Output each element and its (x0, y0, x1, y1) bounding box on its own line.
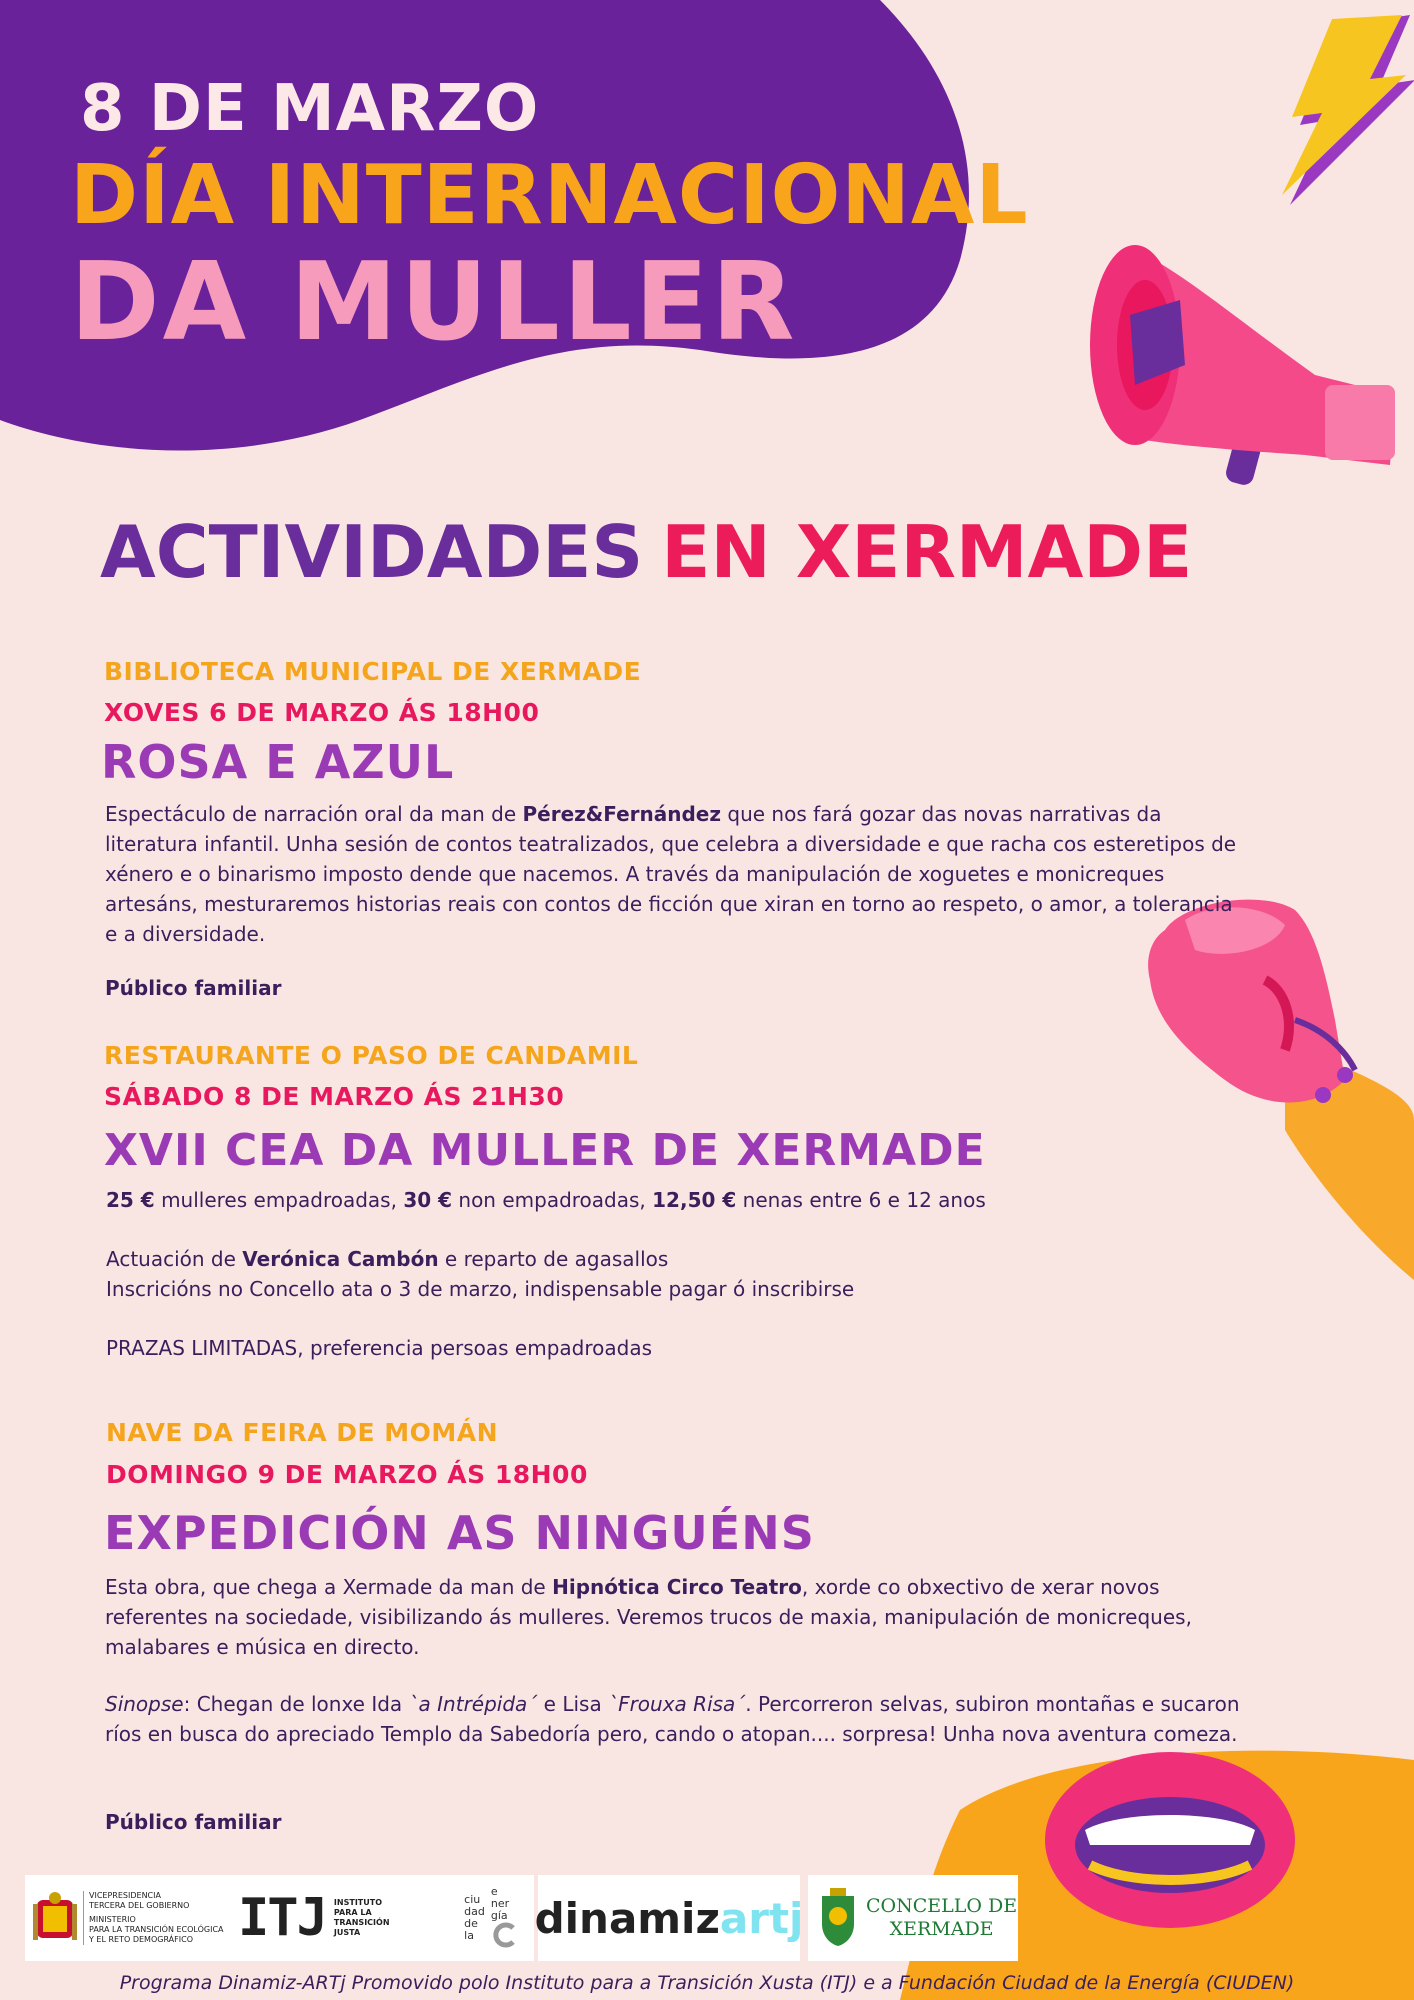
activities-title (100, 510, 1192, 594)
event2-prices: 25 € mulleres empadroadas, 30 € non empadroadas, 12,50 € nenas entre 6 e 12 anos (106, 1188, 986, 1212)
ciuden-ring-icon (491, 1922, 517, 1948)
event3-title: EXPEDICIÓN AS NINGUÉNS (104, 1506, 815, 1560)
footer-credits: Programa Dinamiz-ARTj Promovido polo Instituto para a Transición Xusta (ITJ) e a Fundación Ciudad de la Energía (CIUDEN) (119, 1972, 1295, 1994)
activities-title-part2: EN XERMADE (661, 510, 1193, 594)
event2-venue: RESTAURANTE O PASO DE CANDAMIL (104, 1041, 639, 1070)
event1-description: Espectáculo de narración oral da man de Pérez&Fernández que nos fará gozar das novas narrativas da literatura infantil. Unha sesión de contos teatralizados, que celebra a diversidade e que racha cos esteretipos de xénero e o binarismo imposto dende que nacemos. A través da manipulación de xoguetes e monicreques artesáns, mesturaremos historias reais con contos de ficción que xiran en torno ao respeto, o amor, a tolerancia e a diversidade. (105, 802, 1237, 946)
event2-performance: Actuación de Verónica Cambón e reparto de agasallos (106, 1247, 669, 1271)
event1-datetime: XOVES 6 DE MARZO ÁS 18H00 (104, 698, 540, 727)
lightning-icon (1270, 15, 1414, 205)
megaphone-icon (1075, 215, 1405, 515)
xermade-shield-icon (818, 1888, 858, 1948)
header-date: 8 DE MARZO (80, 72, 540, 146)
dinamizartj-logo: dinamiz artj (538, 1875, 800, 1961)
event2-limited: PRAZAS LIMITADAS, preferencia persoas empadroadas (106, 1336, 652, 1360)
event3-synopsis: Sinopse: Chegan de lonxe Ida `a Intrépida´ e Lisa `Frouxa Risa´. Percorreron selvas, subiron montañas e sucaron ríos en busca do apreciado Templo da Sabedoría pero, cando o atopan.... sorpresa! Unha nova aventura comeza. (105, 1692, 1240, 1746)
event3-datetime: DOMINGO 9 DE MARZO ÁS 18H00 (106, 1460, 588, 1489)
event3-description: Esta obra, que chega a Xermade da man de Hipnótica Circo Teatro, xorde co obxectivo de xerar novos referentes na sociedade, visibilizando ás mulleres. Veremos trucos de maxia, manipulación de monicreques, malabares e música en directo. (105, 1575, 1192, 1659)
spanish-government-logo: VICEPRESIDENCIA TERCERA DEL GOBIERNO MINISTERIO PARA LA TRANSICIÓN ECOLÓGICA Y EL RETO DEMOGRÁFICO (25, 1875, 231, 1961)
event2-datetime: SÁBADO 8 DE MARZO ÁS 21H30 (104, 1082, 565, 1111)
coat-of-arms-icon (33, 1890, 77, 1946)
event2-title: XVII CEA DA MULLER DE XERMADE (104, 1125, 986, 1176)
concello-xermade-logo: CONCELLO DE XERMADE (808, 1875, 1018, 1961)
itj-logo: ITJ INSTITUTO PARA LA TRANSICIÓN JUSTA (228, 1875, 449, 1961)
header-title-line1: DÍA INTERNACIONAL (70, 148, 1029, 243)
activities-title-part1: ACTIVIDADES (100, 510, 644, 594)
event1-audience: Público familiar (105, 976, 282, 1000)
event3-audience: Público familiar (105, 1810, 282, 1834)
event2-inscriptions: Inscricións no Concello ata o 3 de marzo, indispensable pagar ó inscribirse (106, 1277, 855, 1301)
event3-venue: NAVE DA FEIRA DE MOMÁN (106, 1418, 499, 1447)
event1-title: ROSA E AZUL (101, 735, 455, 789)
ciuden-logo: ciu dad de la e ner gía (447, 1875, 534, 1961)
header-title-line2: DA MULLER (70, 240, 798, 365)
event1-venue: BIBLIOTECA MUNICIPAL DE XERMADE (104, 657, 642, 686)
